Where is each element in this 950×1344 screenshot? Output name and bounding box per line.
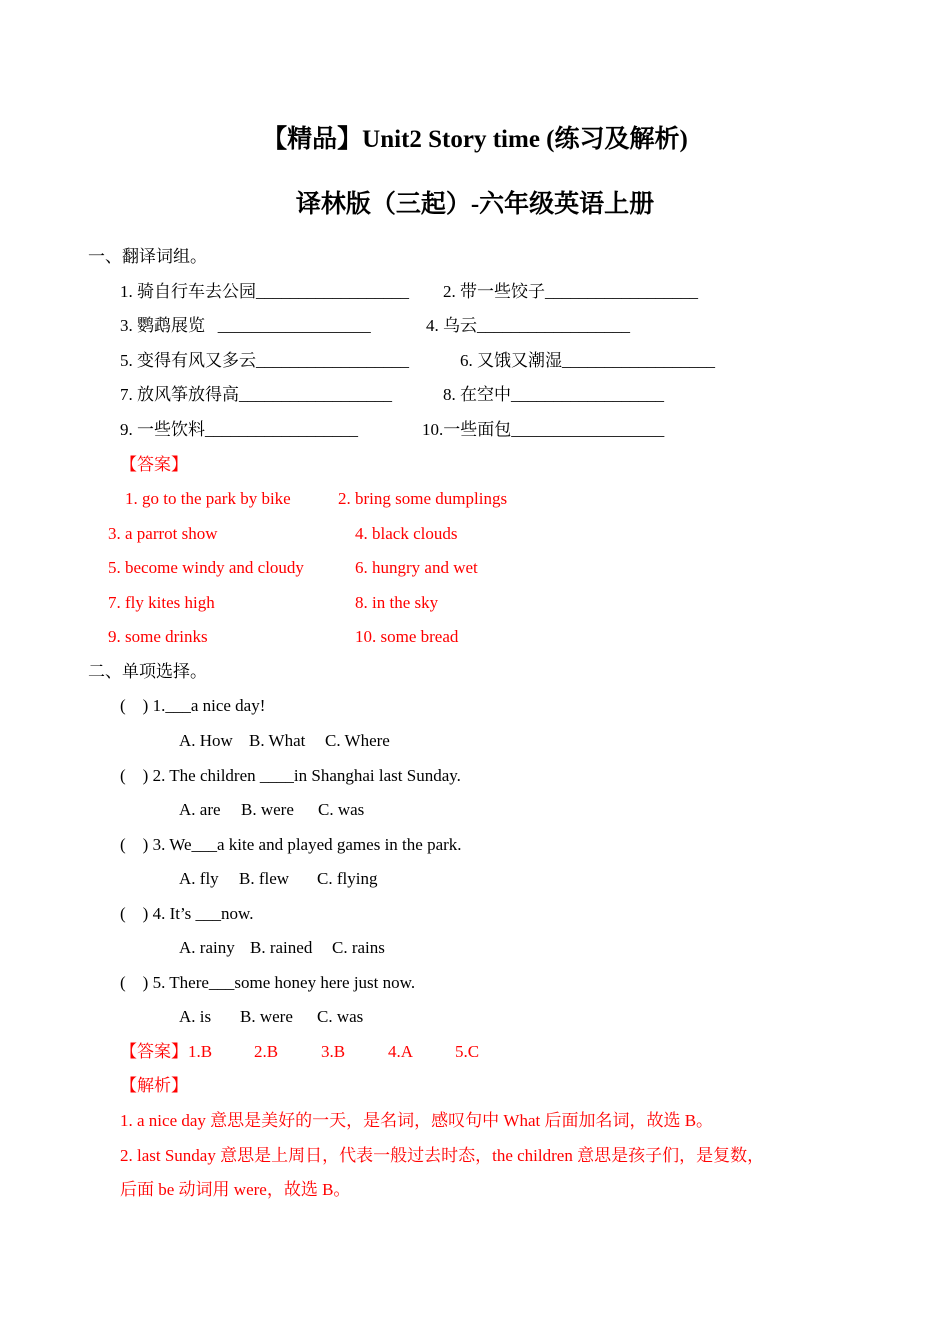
option-b: B. rained	[250, 938, 313, 957]
translation-item: 2. 带一些饺子__________________	[443, 282, 698, 301]
translation-answer: 1. go to the park by bike	[125, 489, 291, 508]
question-stem: ( ) 2. The children ____in Shanghai last Sunday.	[120, 766, 461, 785]
section-heading-choice: 二、单项选择。	[88, 662, 207, 681]
answer-key-item: 2.B	[254, 1042, 279, 1061]
option-a: A. is	[179, 1007, 212, 1026]
document-subtitle: 译林版（三起）-六年级英语上册	[295, 191, 655, 218]
translation-answer: 5. become windy and cloudy	[108, 558, 304, 577]
option-b: B. flew	[239, 869, 290, 888]
document-title: 【精品】Unit2 Story time (练习及解析)	[262, 126, 688, 153]
translation-answer: 4. black clouds	[355, 524, 458, 543]
option-a: A. How	[179, 731, 233, 750]
analysis-line: 后面 be 动词用 were，故选 B。	[120, 1180, 351, 1199]
translation-item: 3. 鹦鹉展览 __________________	[120, 316, 371, 335]
option-c: C. Where	[325, 731, 390, 750]
translation-item: 6. 又饿又潮湿__________________	[460, 351, 715, 370]
translation-item: 1. 骑自行车去公园__________________	[120, 282, 409, 301]
option-c: C. flying	[317, 869, 378, 888]
question-stem: ( ) 3. We___a kite and played games in the park.	[120, 835, 462, 854]
question-stem: ( ) 1.___a nice day!	[120, 696, 266, 715]
translation-answer: 8. in the sky	[355, 593, 439, 612]
option-c: C. rains	[332, 938, 385, 957]
answer-label: 【答案】	[120, 1042, 188, 1061]
option-c: C. was	[318, 800, 365, 819]
section-heading-translation: 一、翻译词组。	[88, 247, 207, 266]
option-b: B. were	[241, 800, 294, 819]
answer-key-item: 5.C	[455, 1042, 480, 1061]
analysis-line: 2. last Sunday 意思是上周日，代表一般过去时态，the children 意思是孩子们，是复数，	[120, 1146, 765, 1165]
option-a: A. fly	[179, 869, 219, 888]
option-a: A. are	[179, 800, 221, 819]
translation-item: 9. 一些饮料__________________	[120, 420, 358, 439]
translation-item: 8. 在空中__________________	[443, 385, 664, 404]
option-a: A. rainy	[179, 938, 235, 957]
analysis-line: 1. a nice day 意思是美好的一天，是名词，感叹句中 What 后面加名词，故选 B。	[120, 1111, 714, 1130]
option-b: B. were	[240, 1007, 293, 1026]
answer-key-item: 1.B	[188, 1042, 213, 1061]
translation-answer: 9. some drinks	[108, 627, 208, 646]
question-stem: ( ) 4. It’s ___now.	[120, 904, 254, 923]
translation-item: 4. 乌云__________________	[426, 316, 630, 335]
option-b: B. What	[249, 731, 306, 750]
analysis-label: 【解析】	[120, 1076, 188, 1095]
answer-key-item: 4.A	[388, 1042, 414, 1061]
translation-answer: 6. hungry and wet	[355, 558, 478, 577]
translation-item: 5. 变得有风又多云__________________	[120, 351, 409, 370]
translation-item: 10.一些面包__________________	[422, 420, 665, 439]
answer-key-item: 3.B	[321, 1042, 346, 1061]
translation-answer: 3. a parrot show	[108, 524, 218, 543]
question-stem: ( ) 5. There___some honey here just now.	[120, 973, 416, 992]
translation-answer: 7. fly kites high	[108, 593, 215, 612]
translation-answer: 10. some bread	[355, 627, 459, 646]
translation-answer: 2. bring some dumplings	[338, 489, 508, 508]
answer-label: 【答案】	[120, 455, 188, 474]
option-c: C. was	[317, 1007, 364, 1026]
translation-item: 7. 放风筝放得高__________________	[120, 385, 392, 404]
